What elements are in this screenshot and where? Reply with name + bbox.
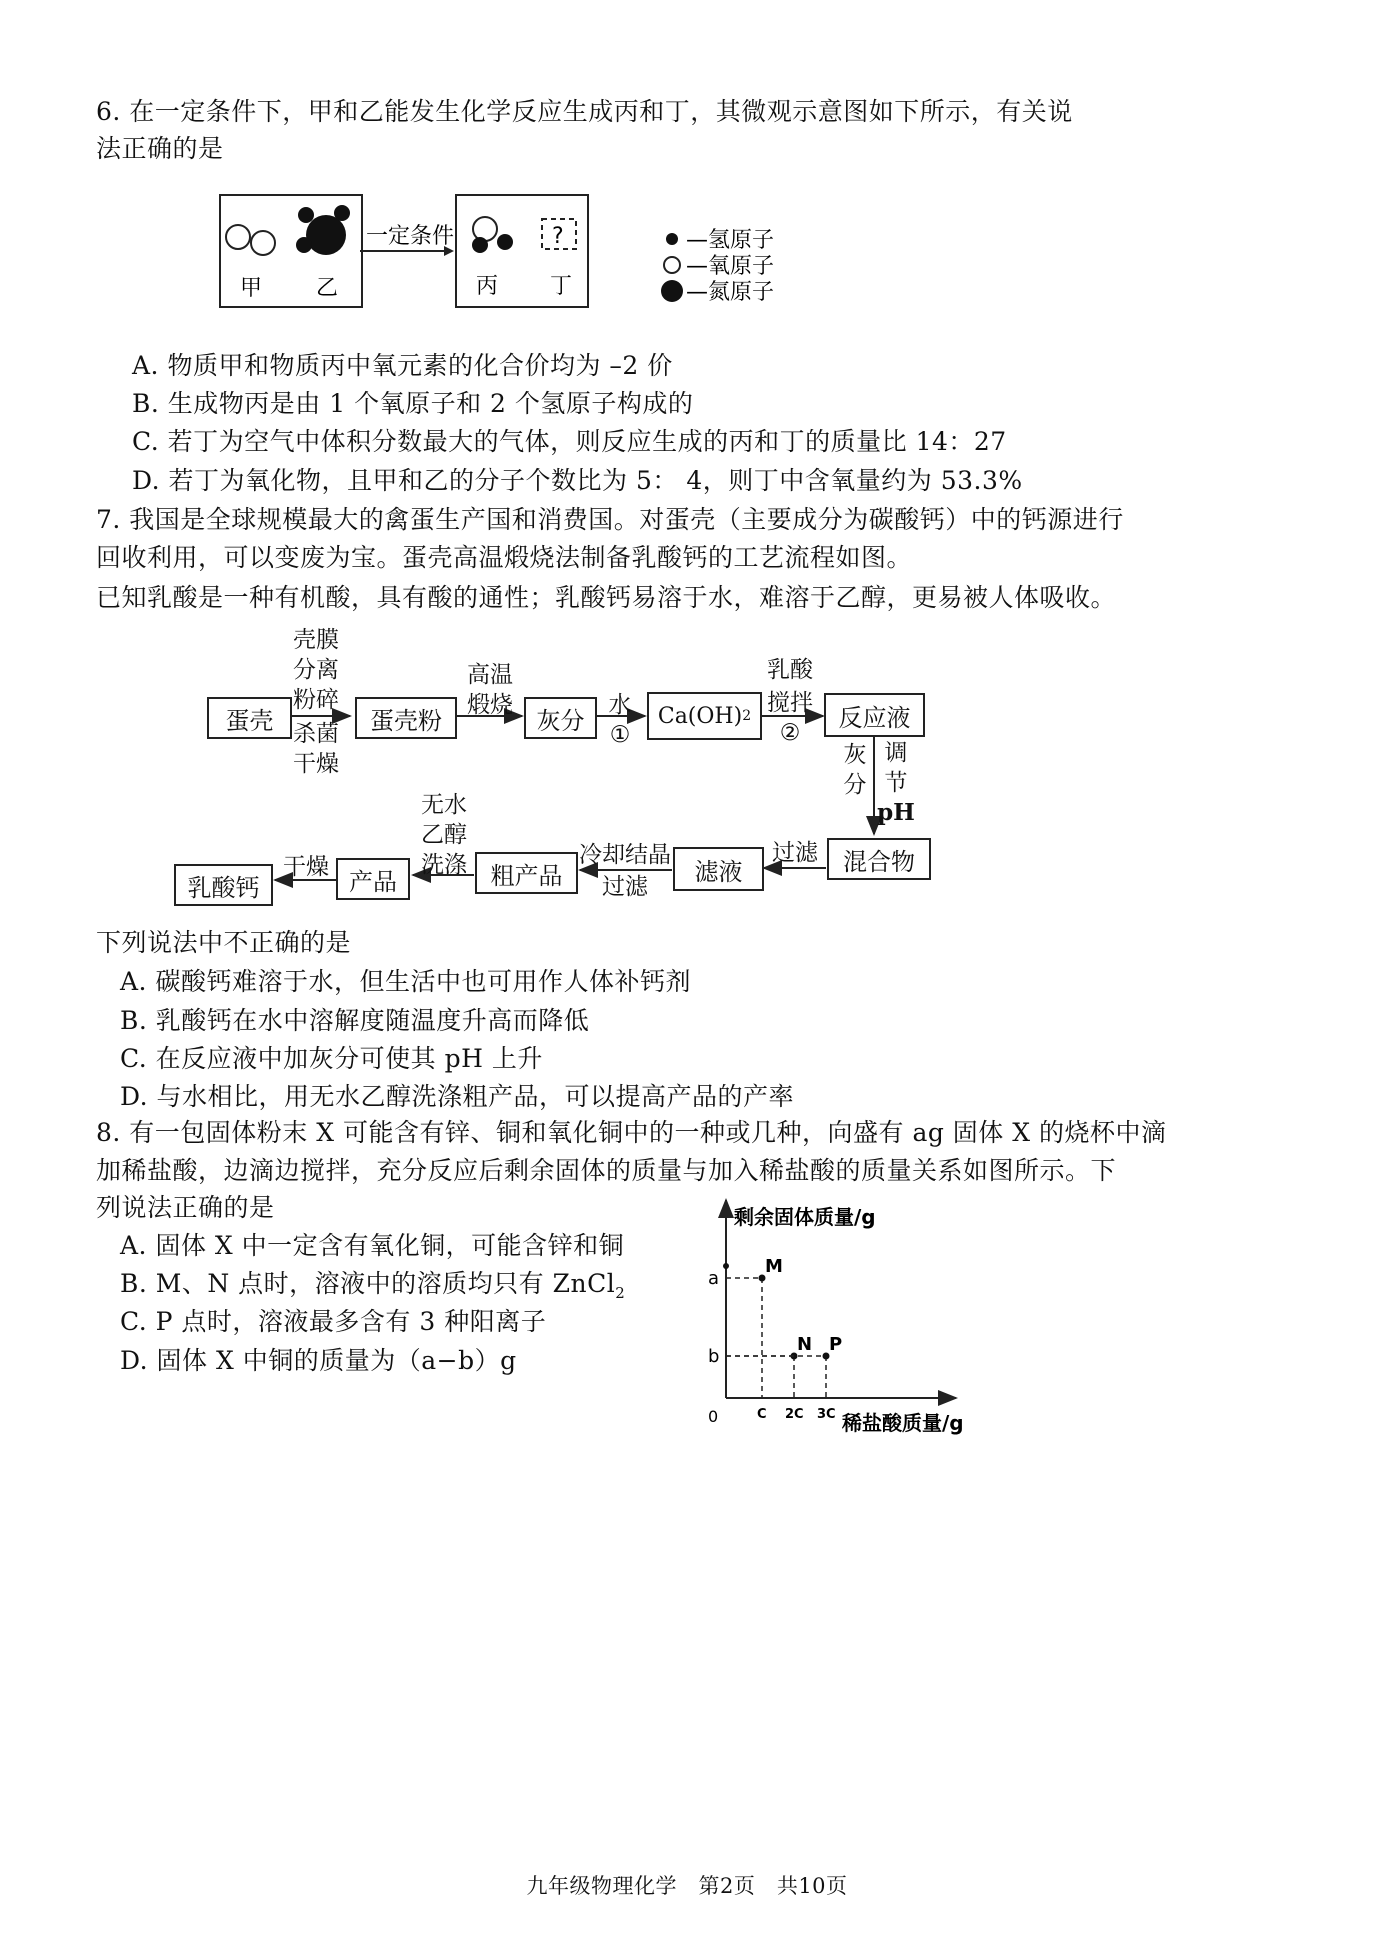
- flow-box-eggshell: 蛋壳: [207, 697, 292, 739]
- y-tick-label: b: [708, 1346, 720, 1367]
- flow-box-calcium-lactate: 乳酸钙: [174, 864, 273, 906]
- step1-line5: 干燥: [293, 751, 339, 777]
- q7-option-b: B. 乳酸钙在水中溶解度随温度升高而降低: [120, 1006, 590, 1035]
- x-axis-label: 稀盐酸质量/g: [842, 1411, 964, 1435]
- q6-option-d: D. 若丁为氧化物，且甲和乙的分子个数比为 5： 4，则丁中含氧量约为 53.3%: [132, 466, 1023, 495]
- condition-label: 一定条件: [366, 224, 455, 249]
- step8-line1: 无水: [421, 792, 467, 818]
- step3-top: 水: [608, 692, 632, 718]
- q8-option-c: C. P 点时，溶液最多含有 3 种阳离子: [120, 1307, 547, 1336]
- flow-box-reaction: 反应液: [824, 693, 925, 737]
- step4-bottom: ②: [779, 720, 801, 746]
- step4-top: 乳酸: [767, 657, 813, 683]
- step5-left-2: 分: [843, 772, 867, 798]
- step1-line2: 分离: [293, 657, 339, 683]
- q8-option-b-text: B. M、N 点时，溶液中的溶质均只有 ZnCl: [120, 1269, 616, 1298]
- x-tick-label: C: [757, 1407, 767, 1422]
- step6-label: 过滤: [772, 840, 818, 866]
- step2-line1: 高温: [467, 662, 513, 688]
- step1-line4: 杀菌: [293, 721, 339, 747]
- step3-bottom: ①: [609, 722, 631, 748]
- step9-label: 干燥: [283, 854, 329, 880]
- flow-box-caoh2: [647, 692, 762, 740]
- q8-option-d: D. 固体 X 中铜的质量为（a−b）g: [120, 1346, 517, 1375]
- flow-box-product: 产品: [336, 858, 410, 900]
- q6-stem-line1: 6. 在一定条件下，甲和乙能发生化学反应生成丙和丁，其微观示意图如下所示，有关说: [96, 97, 1073, 126]
- q7-question: 下列说法中不正确的是: [96, 928, 352, 957]
- q8-option-a: A. 固体 X 中一定含有氧化铜，可能含锌和铜: [120, 1231, 625, 1260]
- q7-stem-line2: 回收利用，可以变废为宝。蛋壳高温煅烧法制备乳酸钙的工艺流程如图。: [96, 543, 913, 572]
- q7-stem-line1: 7. 我国是全球规模最大的禽蛋生产国和消费国。对蛋壳（主要成分为碳酸钙）中的钙源进行: [96, 505, 1124, 534]
- q8-chart: [700, 1190, 990, 1440]
- y-tick-label: a: [708, 1268, 720, 1289]
- q7-option-c: C. 在反应液中加灰分可使其 pH 上升: [120, 1044, 543, 1073]
- legend-oxygen: —氧原子: [686, 254, 775, 279]
- y-axis-label: 剩余固体质量/g: [734, 1205, 876, 1229]
- step1-line1: 壳膜: [293, 627, 339, 653]
- q8-stem-line2: 加稀盐酸，边滴边搅拌，充分反应后剩余固体的质量与加入稀盐酸的质量关系如图所示。下: [96, 1156, 1117, 1185]
- step5-right-2: 节: [884, 770, 908, 796]
- step5-left: [840, 740, 870, 800]
- unknown-mark: ?: [552, 224, 564, 249]
- legend-nitrogen: —氮原子: [686, 280, 775, 305]
- point-label: M: [765, 1256, 783, 1277]
- q7-option-a: A. 碳酸钙难溶于水，但生活中也可用作人体补钙剂: [120, 967, 691, 996]
- a-start-point: [723, 1263, 729, 1269]
- flow-box-powder: 蛋壳粉: [355, 697, 457, 739]
- q8-option-b: [120, 1268, 625, 1309]
- step7-top: 冷却结晶: [579, 842, 671, 868]
- flow-box-ash: 灰分: [524, 697, 597, 739]
- point-label: N: [797, 1334, 813, 1355]
- point-label: P: [829, 1334, 843, 1355]
- step2-label: [458, 660, 522, 720]
- q8-stem-line3: 列说法正确的是: [96, 1193, 275, 1222]
- caoh2-text: Ca(OH): [657, 703, 743, 729]
- q6-stem-line2: 法正确的是: [96, 134, 224, 163]
- step8-label: [414, 790, 474, 880]
- q8-option-b-sub: 2: [615, 1284, 626, 1302]
- q7-option-d: D. 与水相比，用无水乙醇洗涤粗产品，可以提高产品的产率: [120, 1082, 795, 1111]
- step8-line2: 乙醇: [421, 822, 467, 848]
- q6-option-a: A. 物质甲和物质丙中氧元素的化合价均为 –2 价: [132, 351, 673, 380]
- origin-label: 0: [708, 1407, 719, 1426]
- step5-right: [876, 738, 916, 828]
- step1-label: [284, 625, 348, 779]
- label-jia: 甲: [240, 276, 263, 301]
- step1-line3: 粉碎: [293, 687, 339, 713]
- q7-stem-line3: 已知乳酸是一种有机酸，具有酸的通性；乳酸钙易溶于水，难溶于乙醇，更易被人体吸收。: [96, 583, 1117, 612]
- flow-arrows: [0, 0, 1374, 960]
- page-footer: 九年级物理化学 第2页 共10页: [526, 1874, 848, 1898]
- q6-option-c: C. 若丁为空气中体积分数最大的气体，则反应生成的丙和丁的质量比 14：27: [132, 427, 1007, 456]
- step4-mid: 搅拌: [767, 690, 813, 716]
- step7-bottom: 过滤: [602, 874, 648, 900]
- flow-box-crude: 粗产品: [475, 852, 578, 894]
- q8-stem-line1: 8. 有一包固体粉末 X 可能含有锌、铜和氧化铜中的一种或几种，向盛有 ag 固体 X 的烧杯中滴: [96, 1118, 1167, 1147]
- x-tick-label: 3C: [817, 1407, 836, 1422]
- x-tick-label: 2C: [785, 1407, 804, 1422]
- step5-left-1: 灰: [843, 742, 867, 768]
- step2-line2: 煅烧: [467, 692, 513, 718]
- step5-right-1: 调: [884, 740, 908, 766]
- step8-line3: 洗涤: [421, 852, 467, 878]
- label-bing: 丙: [476, 274, 499, 299]
- label-ding: 丁: [550, 274, 573, 299]
- q6-option-b: B. 生成物丙是由 1 个氧原子和 2 个氢原子构成的: [132, 389, 694, 418]
- legend-hydrogen: —氢原子: [686, 228, 775, 253]
- step5-right-3: pH: [877, 799, 915, 826]
- flow-box-mixture: 混合物: [827, 838, 931, 880]
- caoh2-sub: 2: [742, 708, 752, 724]
- label-yi: 乙: [316, 276, 339, 301]
- flow-box-filtrate: 滤液: [673, 847, 764, 891]
